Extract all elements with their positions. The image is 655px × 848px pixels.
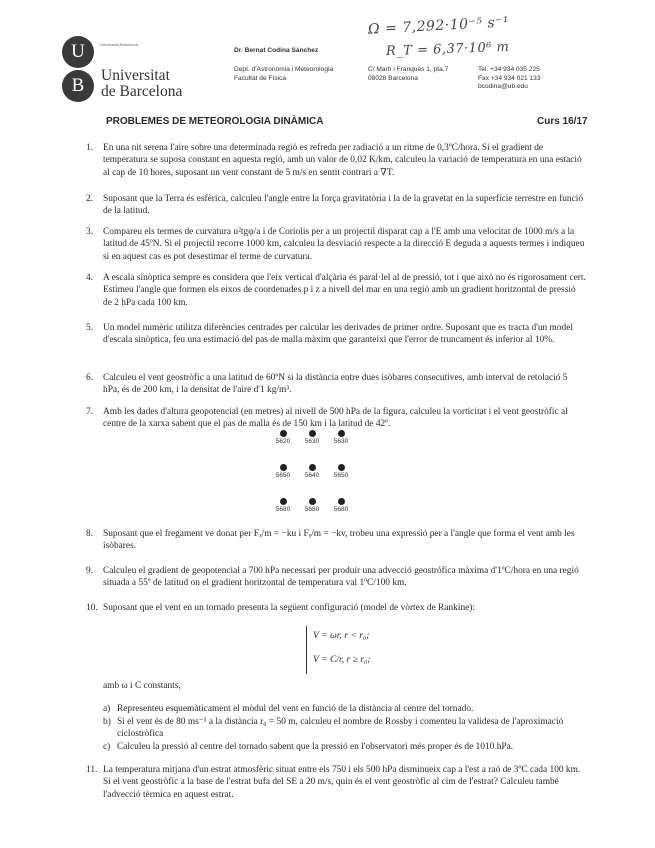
problem-text: Suposant que la Terra és esfèrica, calculeu l'angle entre la força gravitatòria i la de la gravetat en la superfície terrestre en funció de la latitud. [103,194,584,217]
problem-number: 2. [86,194,94,204]
problem-text: La temperatura mitjana d'un estrat atmosfèric situat entre els 750 i els 500 hPa disminueix cap a l'est a raó de 3ºC cada 100 km. Si el vent geostròfic a la base de l'estrat bufa del SE a 20 m/s, quin és el vent geostròfic al cim de l'estrat? Calculeu també l'advecció tèrmica en aquest estrat. [103,765,581,800]
handwritten-earth-radius: R_T = 6,37·10⁶ m [385,39,510,60]
problem-8 [86,528,586,553]
geopotential-grid [262,430,362,520]
address-info: C/ Martí i Franquès 1, pta.7 08028 Barcelona [368,66,449,82]
subitem-a [103,703,583,715]
problem-text: Suposant que el vent en un tornado presenta la següent configuració (model de vòrtex de Rankine): [103,603,476,613]
problem-7 [86,406,586,431]
rankine-equation-outer: V = C/r, r ≥ r₀; [313,654,371,665]
subitem-label: b) [103,717,111,727]
problem-5 [86,322,586,347]
grid-point [326,498,356,513]
subitem-label: a) [103,704,111,714]
logo-letter-u: U [62,36,94,68]
course-label: Curs 16/17 [537,116,588,127]
subitem-text: Representeu esquemàticament el mòdul del vent en funció de la distància al centre del tornado. [117,704,474,714]
grid-dot [309,498,316,505]
grid-dot [280,498,287,505]
page-title: PROBLEMES DE METEOROLOGIA DINÀMICA [106,116,324,127]
problem-11 [86,764,586,801]
contact-info: Tel. +34 934 035 225 Fax +34 934 021 133 bcodina@ub.edu [478,66,541,90]
problem-number: 11. [86,765,98,775]
problem-text: Calculeu el vent geostròfic a una latitud de 60ºN si la distància entre dues isòbares consecutives, amb interval de retolació 5 hPa, és de 200 km, i la densitat de l'aire d'1 kg/m³. [103,373,568,396]
problem-6 [86,372,586,397]
problem-text: Compareu els termes de curvatura u²tgφ/a i de Coriolis per a un projectil disparat cap a l'E amb una velocitat de 1000 m/s a la latitud de 45ºN. Si el projectil recorre 1000 km, calculeu la desviació respecte a la direcció E deguda a aquests termes i indiqueu si en aquest cas es pot desestimar el terme de curvatura. [103,227,585,262]
grid-dot [338,498,345,505]
grid-value: 5650 [275,472,291,479]
grid-point [297,430,327,445]
subitem-label: c) [103,742,111,752]
problem-number: 1. [86,143,94,153]
department-info: Dept. d'Astronomia i Meteorologia Facultat de Física [234,66,334,82]
subitem-text: Si el vent és de 80 ms⁻¹ a la distància r₀ = 50 m, calculeu el nombre de Rossby i comenteu la validesa de l'aproximació ciclostròfica [117,717,564,740]
problem-text: A escala sinòptica sempre es considera que l'eix vertical d'alçària és paral·lel al de pressió, tot i que això no és rigorosament cert. Estimeu l'angle que formen els eixos de coordenades p i z a nivell del mar en una regió amb un gradient horitzontal de pressió de 2 hPa cada 100 km. [103,273,586,308]
handwritten-omega: Ω = 7,292·10⁻⁵ s⁻¹ [367,14,510,38]
grid-point [297,498,327,513]
constants-text: amb ω i C constants, [103,681,181,691]
logo-letter-b: B [62,70,94,102]
problem-number: 5. [86,323,94,333]
logo-small-text: Universitat Barcelona [100,42,139,47]
problem-1 [86,142,586,179]
grid-point [297,464,327,479]
grid-dot [280,464,287,471]
problem-3 [86,226,586,263]
rankine-equations [306,626,417,674]
problem-number: 6. [86,373,94,383]
problem-text: Amb les dades d'altura geopotencial (en metres) al nivell de 500 hPa de la figura, calculeu la vorticitat i el vent geostròfic al centre de la xarxa sabent que el pas de malla és de 150 km i la latitud de 42º. [103,407,568,430]
grid-dot [338,430,345,437]
grid-dot [280,430,287,437]
grid-value: 5630 [333,438,349,445]
problem-text: Calculeu el gradient de geopotencial a 700 hPa necessari per produir una advecció geostròfica màxima d'1ºC/hora en una regió situada a 55º de latitud on el gradient horitzontal de temperatura val 1ºC/100 km. [103,566,579,589]
university-logo [62,36,96,106]
author-name: Dr. Bernat Codina Sánchez [234,47,319,54]
constants-note [86,680,586,692]
problem-number: 8. [86,529,94,539]
problem-text: En una nit serena l'aire sobre una determinada regió es refreda per radiació a un ritme de 0,3ºC/hora. Si el gradient de temperatura se suposa constant en aquesta regió, amb un valor de 0,02 K/km, calculeu la variació de temperatura en una estació al cap de 10 hores, suposant un vent constant de 5 m/s en sentit contrari a ∇T. [103,143,582,178]
problem-number: 4. [86,273,94,283]
problem-text: Un model numèric utilitza diferències centrades per calcular les derivades de primer ordre. Suposant que es tracta d'un model d'escala sinòptica, feu una estimació del pas de malla màxim que garanteixi que l'error de truncament és inferior al 10%. [103,323,573,346]
grid-value: 5680 [333,506,349,513]
university-name: Universitat de Barcelona [101,67,183,100]
problem-9 [86,565,586,590]
grid-value: 5620 [275,438,291,445]
problem-4 [86,272,586,309]
problem-number: 9. [86,566,94,576]
grid-value: 5630 [304,438,320,445]
rankine-equation-inner: V = ωr, r < r₀; [313,630,370,641]
problem-10 [86,602,586,614]
grid-value: 5640 [304,472,320,479]
problem-text: Suposant que el fregament ve donat per Fₓ/m = −ku i Fᵧ/m = −kv, trobeu una expressió per a l'angle que forma el vent amb les isòbares. [103,529,575,552]
subitem-text: Calculeu la pressió al centre del tornado sabent que la pressió en l'observatori més proper és de 1010 hPa. [117,742,514,752]
grid-value: 5680 [304,506,320,513]
problem-2 [86,193,586,218]
grid-point [326,464,356,479]
subitem-b [103,716,583,741]
grid-dot [309,464,316,471]
grid-point [268,498,298,513]
grid-dot [309,430,316,437]
grid-point [268,430,298,445]
problem-number: 7. [86,407,94,417]
grid-point [326,430,356,445]
grid-dot [338,464,345,471]
grid-value: 5680 [275,506,291,513]
problem-number: 3. [86,227,94,237]
subitem-c [103,741,583,753]
problem-number: 10. [86,603,98,613]
grid-value: 5650 [333,472,349,479]
grid-point [268,464,298,479]
